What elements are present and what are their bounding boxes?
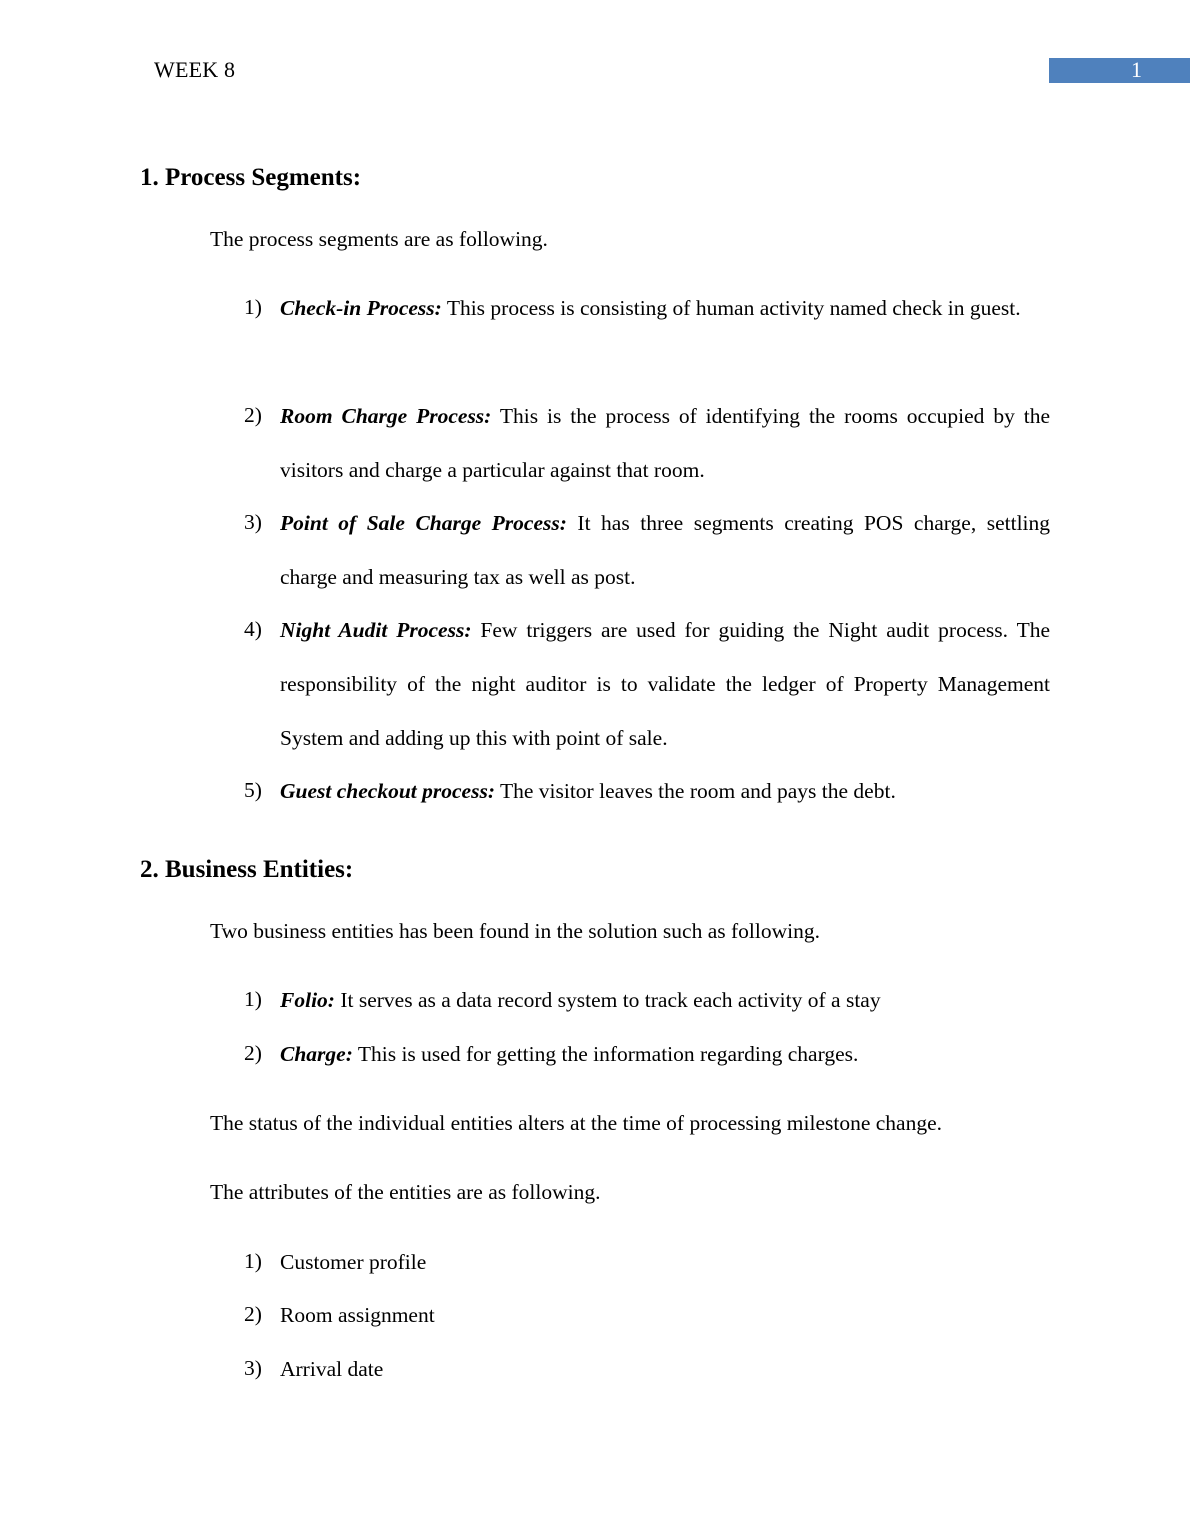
list-number: 2) bbox=[244, 1302, 262, 1326]
status-paragraph: The status of the individual entities alters at the time of processing milestone change. bbox=[210, 1111, 942, 1135]
list-number: 2) bbox=[244, 403, 262, 427]
list-number: 5) bbox=[244, 778, 262, 802]
term-label: Check-in Process: bbox=[280, 296, 442, 320]
list-item bbox=[244, 389, 1050, 497]
list-number: 1) bbox=[244, 1249, 262, 1273]
section-heading-business-entities: 2. Business Entities: bbox=[140, 856, 354, 883]
list-number: 2) bbox=[244, 1041, 262, 1065]
list-item-body bbox=[280, 496, 1050, 604]
list-item-body bbox=[280, 281, 1050, 335]
list-item-body: Room assignment bbox=[280, 1303, 435, 1327]
list-item bbox=[244, 764, 1050, 818]
running-header-title: WEEK 8 bbox=[154, 57, 236, 82]
list-number: 4) bbox=[244, 617, 262, 641]
term-label: Charge: bbox=[280, 1042, 353, 1066]
list-item-body bbox=[280, 389, 1050, 497]
term-label: Night Audit Process: bbox=[280, 618, 472, 642]
list-item bbox=[244, 1342, 1050, 1396]
list-number: 1) bbox=[244, 987, 262, 1011]
list-item bbox=[244, 1288, 1050, 1342]
term-label: Room Charge Process: bbox=[280, 404, 492, 428]
term-description: Few triggers are used for guiding the Night audit process. The responsibility of the night auditor is to validate the ledger of Property Management System and adding up this with point of sale. bbox=[280, 618, 1051, 750]
list-item bbox=[244, 281, 1050, 335]
list-item-body bbox=[280, 973, 1050, 1027]
list-item-body bbox=[280, 603, 1050, 765]
term-description: This is the process of identifying the rooms occupied by the visitors and charge a particular against that room. bbox=[280, 404, 1051, 482]
section-heading-process-segments: 1. Process Segments: bbox=[140, 164, 362, 191]
section-intro-process-segments: The process segments are as following. bbox=[210, 227, 548, 251]
list-item-body bbox=[280, 764, 1050, 818]
list-number: 3) bbox=[244, 510, 262, 534]
term-description: This process is consisting of human activity named check in guest. bbox=[441, 296, 1021, 320]
section-intro-business-entities: Two business entities has been found in the solution such as following. bbox=[210, 919, 820, 943]
page-number: 1 bbox=[1131, 57, 1142, 82]
list-item bbox=[244, 603, 1050, 765]
list-item-body bbox=[280, 1027, 1050, 1081]
term-description: This is used for getting the information regarding charges. bbox=[352, 1042, 859, 1066]
term-label: Guest checkout process: bbox=[280, 779, 495, 803]
term-label: Folio: bbox=[280, 988, 335, 1012]
list-item bbox=[244, 1027, 1050, 1081]
list-item bbox=[244, 973, 1050, 1027]
term-description: The visitor leaves the room and pays the debt. bbox=[494, 779, 896, 803]
page-number-bar bbox=[1049, 58, 1190, 83]
list-item-body: Arrival date bbox=[280, 1357, 384, 1381]
attributes-intro: The attributes of the entities are as following. bbox=[210, 1180, 601, 1204]
term-label: Point of Sale Charge Process: bbox=[280, 511, 567, 535]
list-number: 1) bbox=[244, 295, 262, 319]
term-description: It serves as a data record system to track each activity of a stay bbox=[334, 988, 881, 1012]
list-number: 3) bbox=[244, 1356, 262, 1380]
list-item bbox=[244, 1235, 1050, 1289]
list-item-body: Customer profile bbox=[280, 1250, 427, 1274]
list-item bbox=[244, 496, 1050, 604]
term-description: It has three segments creating POS charge, settling charge and measuring tax as well as post. bbox=[280, 511, 1051, 589]
